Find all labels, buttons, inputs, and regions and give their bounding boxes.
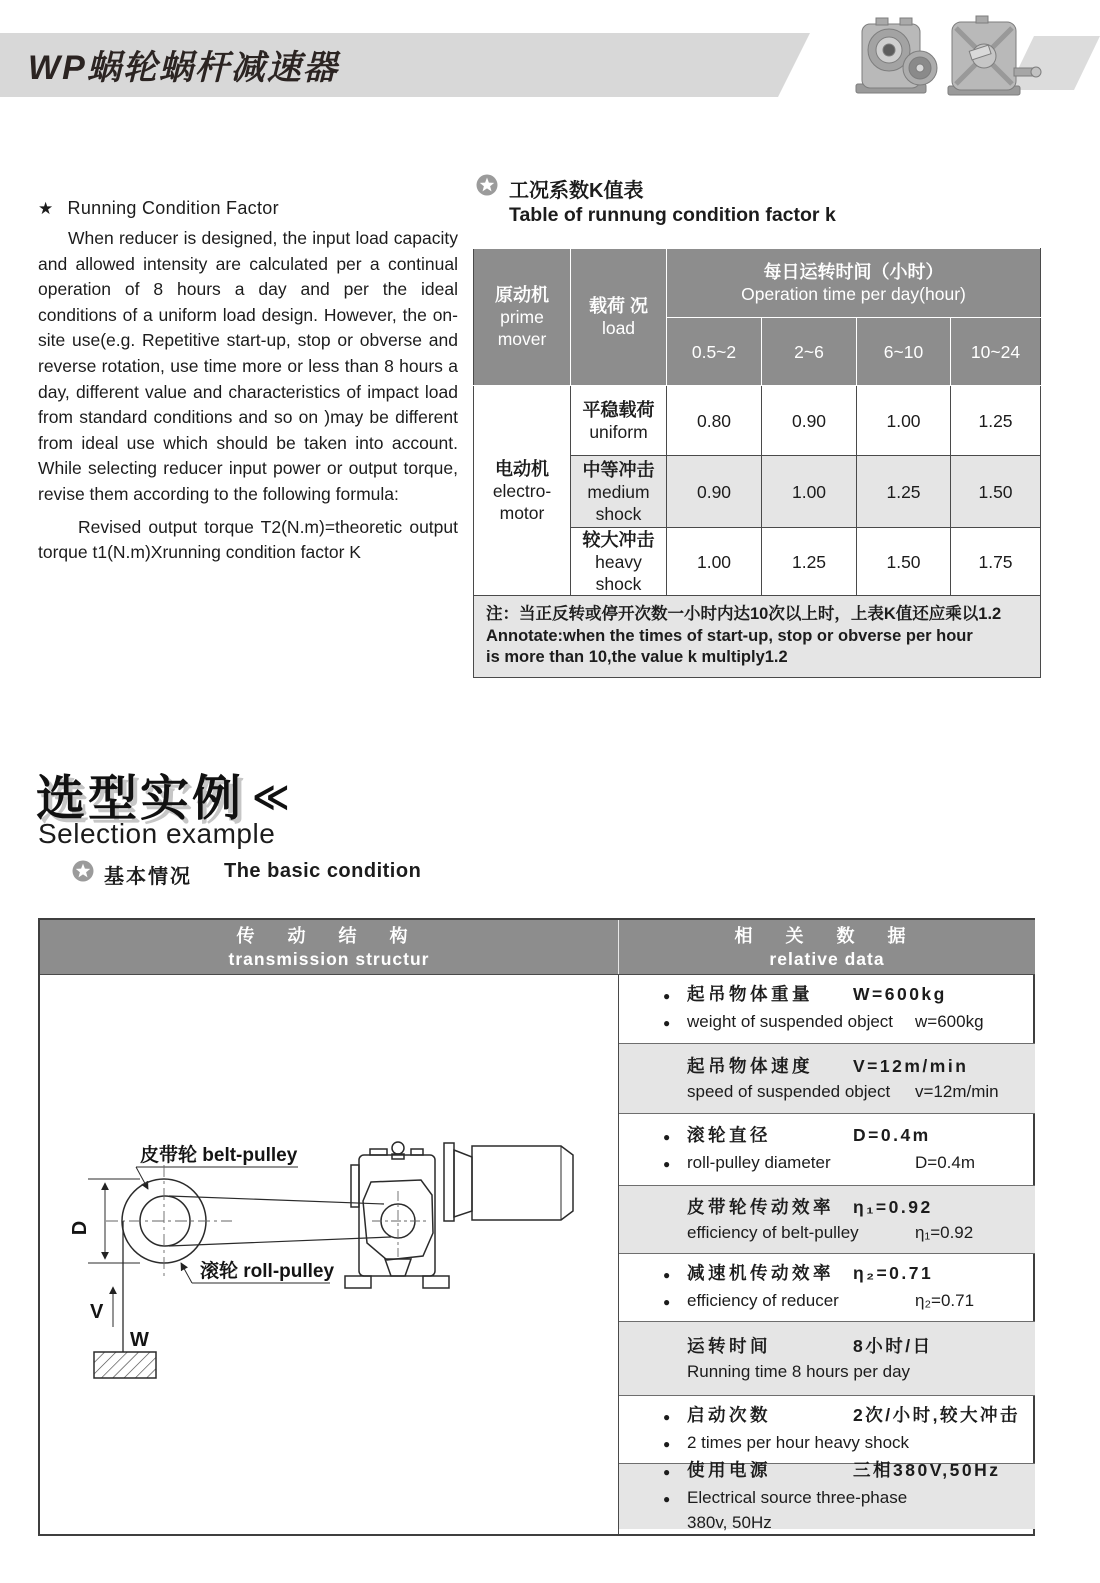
running-condition-formula: Revised output torque T2(N.m)=theoretic output torque t1(N.m)Xrunning condition factor K — [38, 516, 458, 563]
gearbox-photo-2 — [948, 16, 1041, 95]
cell-value: 1.25 — [857, 456, 951, 528]
data-row-running-time: 运转时间 8小时/日 Running time 8 hours per day — [619, 1321, 1035, 1395]
cell-value: 1.00 — [667, 528, 762, 596]
col-header-operation-time: 每日运转时间（小时） Operation time per day(hour) — [667, 249, 1041, 318]
bullet-icon: ● — [663, 1016, 671, 1030]
bullet-icon: ● — [663, 1409, 671, 1424]
basic-condition-zh: 基本情况 — [104, 866, 192, 888]
col-header-relative-data: 相 关 数 据 relative data — [619, 920, 1035, 974]
row-header-medium-shock: 中等冲击 medium shock — [571, 456, 667, 528]
belt-pulley-label: 皮带轮 belt-pulley — [140, 1145, 298, 1166]
running-condition-paragraph: When reducer is designed, the input load capacity and allowed intensity are calculated per a continual operation of 8 hours a day and per the ideal conditions of a uniform load design. However, the on-site use(e.g. Repetitive start-up, stop or obverse and reverse rotation, use time more or less than 8 hours a day, different value and characteristics of impact load from standard conditions and so on )may be different from ideal use which should be taken into account. While selecting reducer input power or output torque, revise them according to the following formula: — [38, 228, 458, 504]
running-condition-section — [38, 198, 458, 566]
col-header-transmission-structure: 传 动 结 构 transmission structur — [40, 920, 619, 974]
basic-condition-table — [38, 918, 1035, 1536]
bullet-icon: ● — [663, 1156, 671, 1171]
data-row-speed: 起吊物体速度 V=12m/min speed of suspended object v=12m/min — [619, 1043, 1035, 1113]
guillemet-mark: ≪ — [252, 776, 293, 817]
transmission-structure-cell — [40, 974, 619, 1534]
cell-value: 0.90 — [762, 386, 857, 456]
cell-value: 1.50 — [857, 528, 951, 596]
basic-condition-en: The basic condition — [224, 860, 422, 882]
transmission-diagram — [40, 975, 618, 1529]
col-header-time-4: 10~24 — [951, 318, 1041, 386]
dimension-w-label: W — [130, 1329, 149, 1351]
gearbox-photo-1 — [856, 18, 937, 93]
row-header-uniform: 平稳载荷 uniform — [571, 386, 667, 456]
cell-value: 1.25 — [951, 386, 1041, 456]
basic-condition-heading — [72, 860, 422, 888]
running-condition-title — [38, 198, 458, 219]
star-badge-icon — [476, 174, 498, 196]
relative-data-cell — [619, 974, 1035, 1534]
table-row — [474, 386, 1041, 456]
col-header-time-3: 6~10 — [857, 318, 951, 386]
running-condition-factor-table — [473, 248, 1041, 678]
k-table-title-zh: 工况系数K值表 — [509, 180, 644, 202]
col-header-time-1: 0.5~2 — [667, 318, 762, 386]
data-row-belt-efficiency: 皮带轮传动效率 η₁=0.92 efficiency of belt-pulley η₁=0.92 — [619, 1185, 1035, 1253]
bullet-icon: ● — [663, 989, 671, 1003]
roll-pulley-label: 滚轮 roll-pulley — [200, 1261, 335, 1282]
cell-value: 1.75 — [951, 528, 1041, 596]
data-row-weight: ● 起吊物体重量 W=600kg ● weight of suspended object w=600kg — [619, 975, 1035, 1043]
page-title: WP蜗轮蜗杆减速器 — [28, 49, 339, 87]
star-badge-icon — [72, 860, 94, 882]
data-row-reducer-efficiency: ● 减速机传动效率 η₂=0.71 ● efficiency of reducer η₂=0.71 — [619, 1253, 1035, 1321]
dimension-v-label: V — [90, 1301, 104, 1323]
cell-value: 1.25 — [762, 528, 857, 596]
bullet-icon: ● — [663, 1436, 671, 1451]
bullet-icon: ● — [663, 1465, 671, 1479]
data-row-power-source: ● 使用电源 三相380V,50Hz ● Electrical source three-phase 380v, 50Hz — [619, 1463, 1035, 1529]
running-condition-title-text: Running Condition Factor — [67, 198, 279, 218]
col-header-prime-mover: 原动机 prime mover — [474, 249, 571, 386]
cell-value: 1.00 — [857, 386, 951, 456]
bullet-icon: ● — [663, 1129, 671, 1144]
k-table-heading — [476, 174, 836, 226]
cell-value: 1.00 — [762, 456, 857, 528]
cell-value: 0.90 — [667, 456, 762, 528]
bullet-icon: ● — [663, 1492, 671, 1506]
cell-value: 0.80 — [667, 386, 762, 456]
col-header-time-2: 2~6 — [762, 318, 857, 386]
cell-value: 1.50 — [951, 456, 1041, 528]
selection-example-heading-en: Selection example — [38, 818, 276, 849]
star-bullet-icon: ★ — [38, 199, 54, 218]
k-table-title-en: Table of runnung condition factor k — [509, 204, 836, 226]
col-header-load: 载荷 况 load — [571, 249, 667, 386]
data-row-startups: ● 启动次数 2次/小时,较大冲击 ● 2 times per hour heavy shock — [619, 1395, 1035, 1463]
data-row-diameter: ● 滚轮直径 D=0.4m ● roll-pulley diameter D=0.4m — [619, 1113, 1035, 1185]
row-header-heavy-shock: 较大冲击 heavy shock — [571, 528, 667, 596]
bullet-icon: ● — [663, 1267, 671, 1282]
row-group-electromotor: 电动机 electro- motor — [474, 386, 571, 596]
table-note: 注：当正反转或停开次数一小时内达10次以上时，上表K值还应乘以1.2 Annotate:when the times of start-up, stop or obverse per hour is more than 10,the value k multiply1.2 — [474, 596, 1041, 678]
dimension-d-label: D — [69, 1220, 91, 1236]
bullet-icon: ● — [663, 1294, 671, 1309]
selection-example-heading-zh: 选型实例 — [36, 772, 245, 826]
gearbox-product-photos — [852, 10, 1047, 112]
